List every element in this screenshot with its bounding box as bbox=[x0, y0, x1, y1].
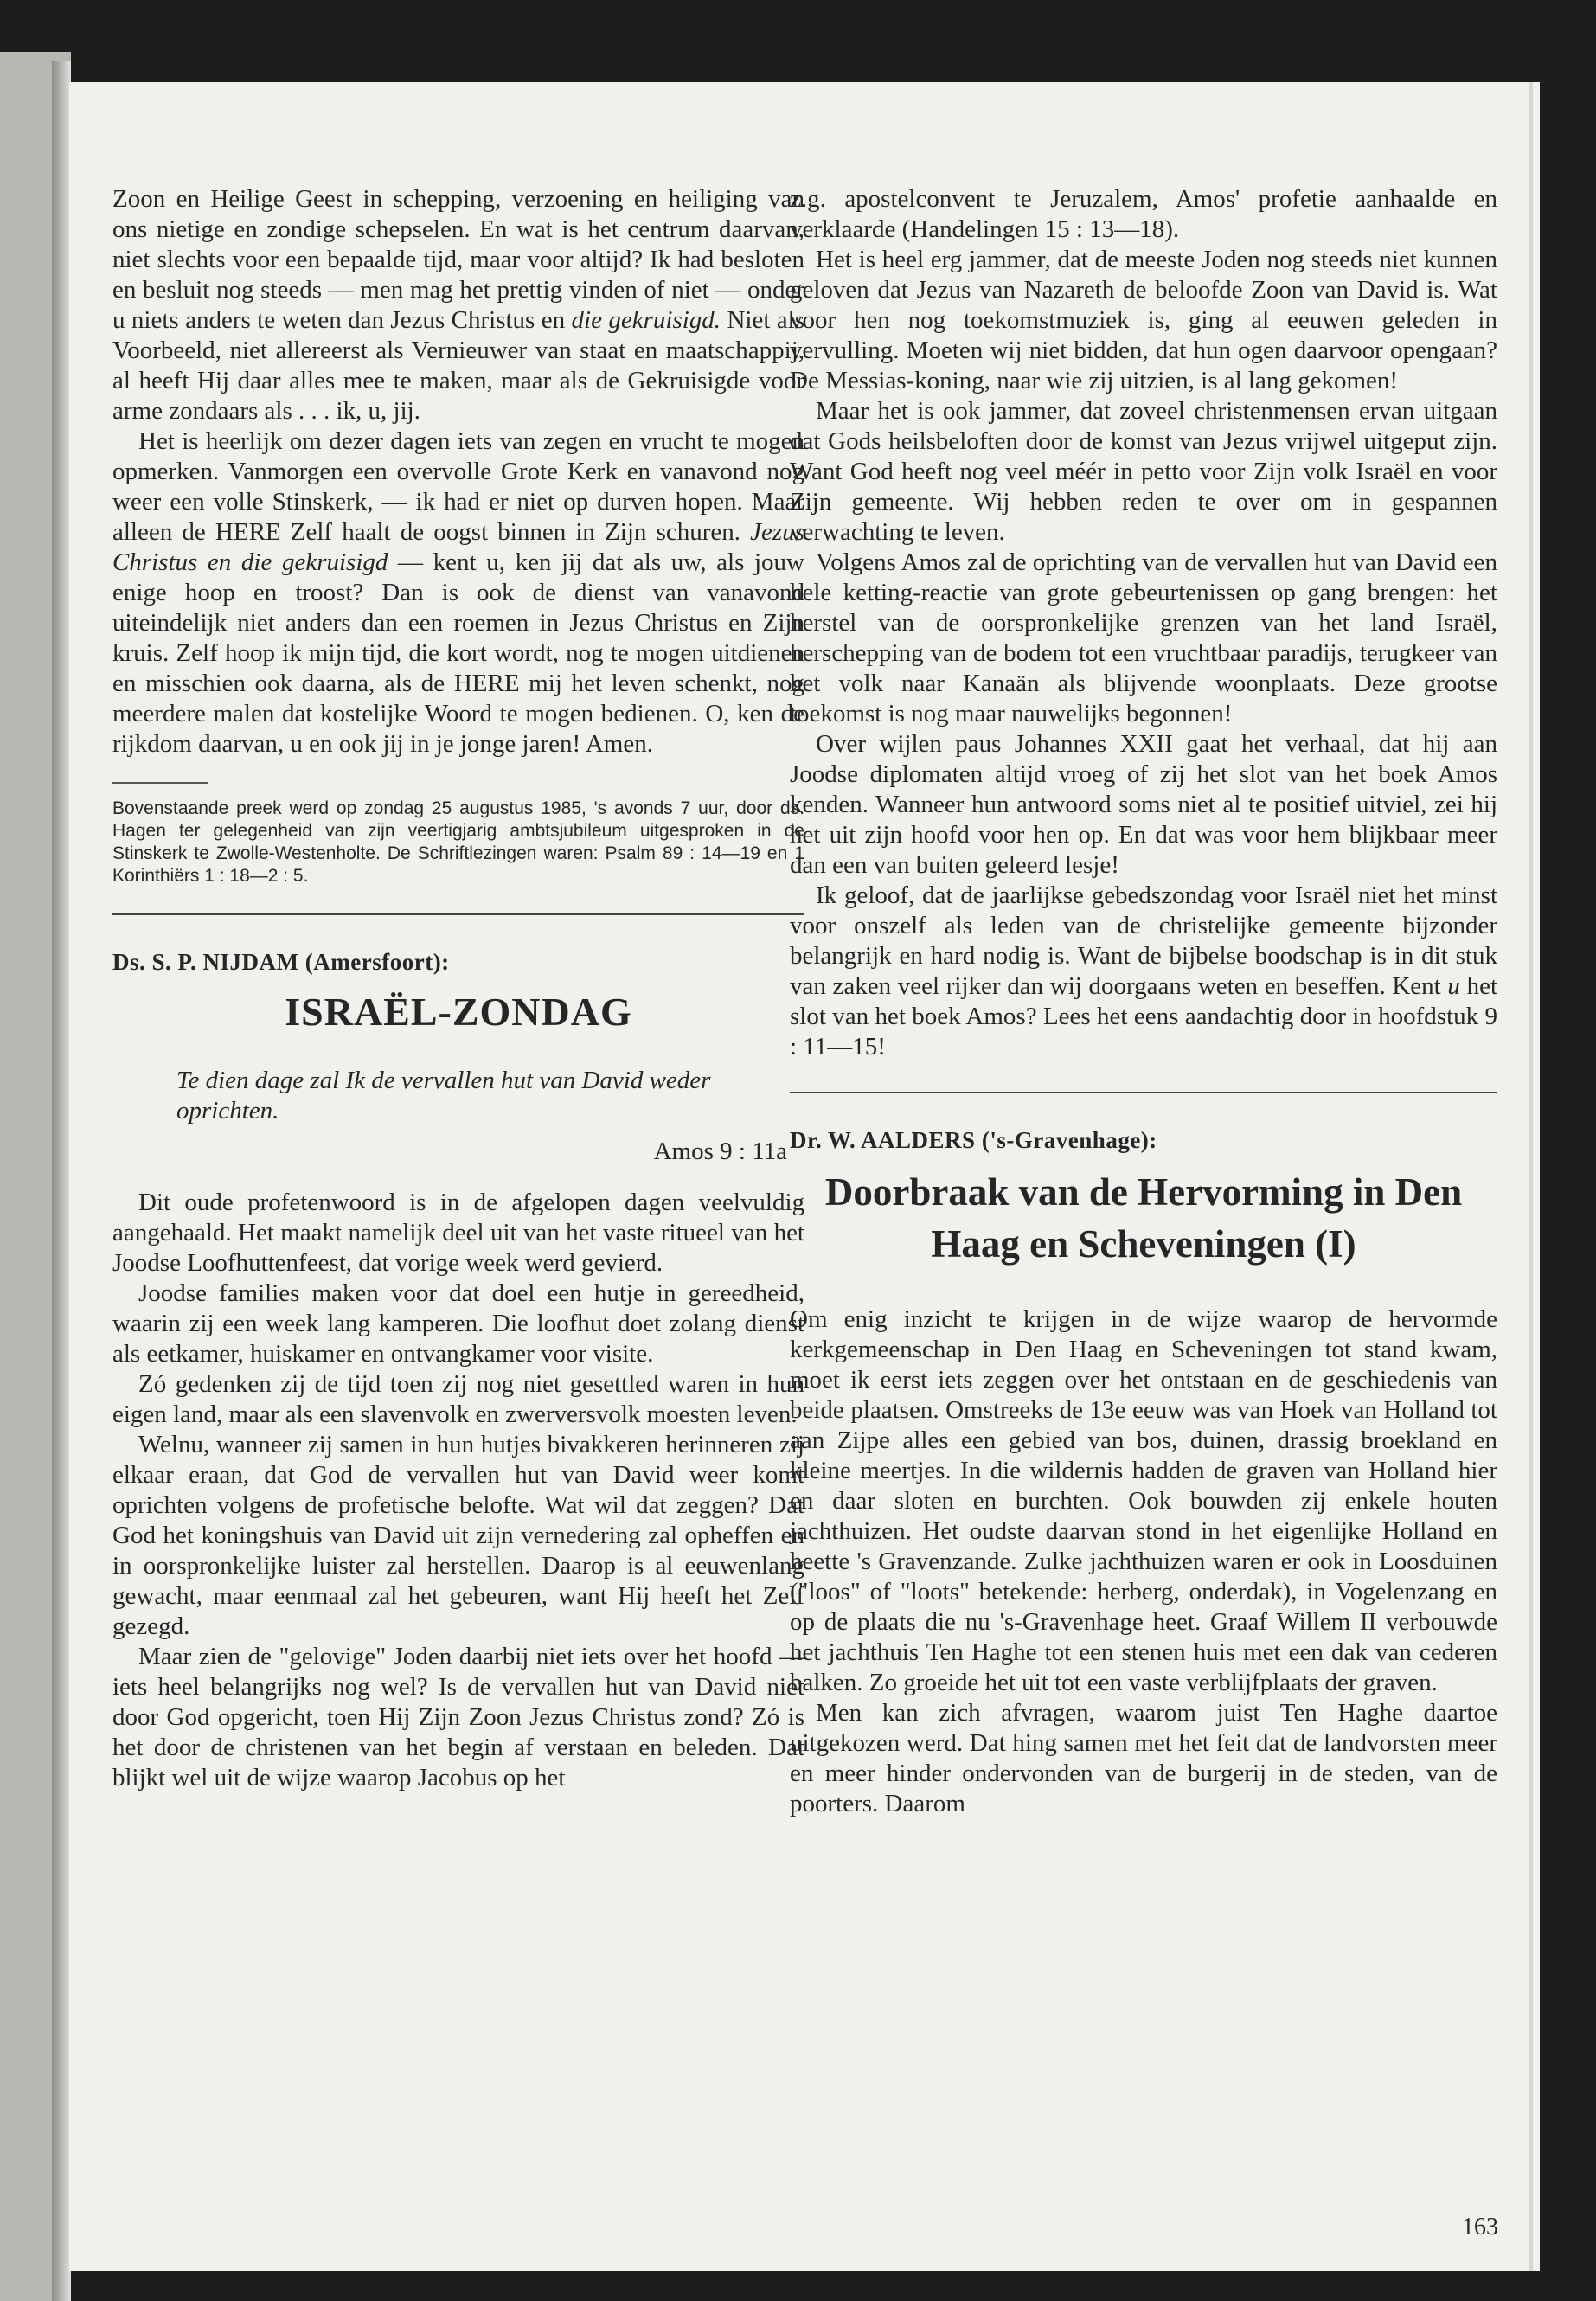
section-divider bbox=[790, 1092, 1497, 1093]
article-paragraph: Het is heel erg jammer, dat de meeste Joden nog steeds niet kunnen geloven dat Jezus van Nazareth de beloofde Zoon van David is. Wat voor hen nog toekomstmuziek is, ging al eeuwen geleden in vervulling. Moeten wij niet bidden, dat hun ogen daarvoor opengaan? De Messias-koning, naar wie zij uitzien, is al lang gekomen! bbox=[790, 246, 1497, 394]
article-paragraph: Om enig inzicht te krijgen in de wijze waarop de hervormde kerkgemeenschap in Den Haag en Scheveningen tot stand kwam, moet ik eerst iets zeggen over het ontstaan en de geschiedenis van beide plaatsen. Omstreeks de 13e eeuw was van Hoek van Holland tot aan Zijpe alles een gebied van bos, duinen, drassig broekland en kleine meertjes. In die wildernis hadden de graven van Holland hier en daar sloten en burchten. Ook bouwden zij enkele houten jachthuizen. Het oudste daarvan stond in het eigenlijke Holland en heette 's Gravenzande. Zulke jachthuizen waren er ook in Loosduinen ("loos" of "loots" betekende: herberg, onderdak), in Vogelenzang en op de plaats die nu 's-Gravenhage heet. Graaf Willem II verbouwde het jachthuis Ten Haghe tot een stenen huis met een dak van cederen balken. Zo groeide het uit tot een vaste verblijfplaats der graven. bbox=[790, 1305, 1497, 1696]
left-column bbox=[112, 184, 804, 1793]
scripture-reference: Amos 9 : 11a bbox=[653, 1138, 787, 1165]
article-byline: Dr. W. AALDERS ('s-Gravenhage): bbox=[790, 1127, 1157, 1153]
sermon-paragraph: Het is heerlijk om dezer dagen iets van zegen en vrucht te mogen opmerken. Vanmorgen een overvolle Grote Kerk en vanavond nog weer een volle Stinskerk, — ik had er niet op durven hopen. Maar alleen de HERE Zelf haalt de oogst binnen in Zijn schuren. Jezus Christus en die gekruisigd — kent u, ken jij dat als uw, als jouw enige hoop en troost? Dan is ook de dienst van vanavond uiteindelijk niet anders dan een roemen in Jezus Christus en Zijn kruis. Zelf hoop ik mijn tijd, die kort wordt, nog te mogen uitdienen en misschien ook daarna, als de HERE mij het leven schenkt, nog meerdere malen dat kostelijke Woord te mogen bedienen. O, ken de rijkdom daarvan, u en ook jij in je jonge jaren! Amen. bbox=[112, 427, 804, 758]
article-paragraph: Volgens Amos zal de oprichting van de vervallen hut van David een hele ketting-reactie van grote gebeurtenissen op gang brengen: het herstel van de oorspronkelijke grenzen van het land Israël, herschepping van de bodem tot een vruchtbaar paradijs, terugkeer van het volk naar Kanaän als blijvende woonplaats. Deze grootse toekomst is nog maar nauwelijks begonnen! bbox=[790, 548, 1497, 727]
article-paragraph: Welnu, wanneer zij samen in hun hutjes bivakkeren herinneren zij elkaar eraan, dat God de vervallen hut van David weer komt oprichten volgens de profetische belofte. Wat wil dat zeggen? Dat God het koningshuis van David uit zijn vernedering zal opheffen en in oorspronkelijke luister zal herstellen. Daarop is al eeuwenlang gewacht, maar eenmaal zal het gebeuren, want Hij heeft het Zelf gezegd. bbox=[112, 1431, 804, 1640]
article-paragraph: Over wijlen paus Johannes XXII gaat het verhaal, dat hij aan Joodse diplomaten altijd vroeg of zij het slot van het boek Amos kenden. Wanneer hun antwoord soms niet al te positief uitviel, zei hij het uit zijn hoofd voor hen op. En dat was voor hem blijkbaar meer dan een van buiten geleerd lesje! bbox=[790, 730, 1497, 879]
article-paragraph: Dit oude profetenwoord is in de afgelopen dagen veelvuldig aangehaald. Het maakt namelijk deel uit van het vaste ritueel van het Joodse Loofhuttenfeest, dat vorige week werd gevierd. bbox=[112, 1189, 804, 1277]
article-paragraph: Zó gedenken zij de tijd toen zij nog niet gesettled waren in hun eigen land, maar als een slavenvolk en zwerversvolk moesten leven. bbox=[112, 1370, 804, 1428]
sermon-paragraph: Zoon en Heilige Geest in schepping, verzoening en heiliging van ons nietige en zondige schepselen. En wat is het centrum daarvan, niet slechts voor een bepaalde tijd, maar voor altijd? Ik had besloten en besluit nog steeds — men mag het prettig vinden of niet — onder u niets anders te weten dan Jezus Christus en die gekruisigd. Niet als Voorbeeld, niet allereerst als Vernieuwer van staat en maatschappij, al heeft Hij daar alles mee te maken, maar als de Gekruisigde voor arme zondaars als . . . ik, u, jij. bbox=[112, 185, 804, 425]
article-paragraph: Ik geloof, dat de jaarlijkse gebedszondag voor Israël niet het minst voor onszelf als leden van de christelijke gemeente bijzonder belangrijk en hard nodig is. Want de bijbelse boodschap is in dit stuk van zaken veel rijker dan wij doorgaans weten en beseffen. Kent u het slot van het boek Amos? Lees het eens aandachtig door in hoofdstuk 9 : 11—15! bbox=[790, 881, 1497, 1061]
article-title bbox=[790, 1166, 1497, 1270]
section-divider bbox=[112, 913, 804, 915]
spine-edge bbox=[52, 61, 71, 2301]
right-column bbox=[790, 184, 1497, 1819]
footnote: Bovenstaande preek werd op zondag 25 augustus 1985, 's avonds 7 uur, door ds. Hagen ter gelegenheid van zijn veertigjarig ambtsjubileum uitgesproken in de Stinskerk te Zwolle-Westenholte. De Schriftlezingen waren: Psalm 89 : 14—19 en 1 Korinthiërs 1 : 18—2 : 5. bbox=[112, 798, 804, 886]
article-paragraph: Maar het is ook jammer, dat zoveel christenmensen ervan uitgaan dat Gods heilsbeloften door de komst van Jezus vrijwel uitgeput zijn. Want God heeft nog veel méér in petto voor Zijn volk Israël en voor Zijn gemeente. Wij hebben reden te over om in gespannen verwachting te leven. bbox=[790, 397, 1497, 546]
article-title: ISRAËL-ZONDAG bbox=[285, 990, 632, 1034]
article-title-line-1: Doorbraak van de Hervorming in Den bbox=[824, 1170, 1463, 1214]
page-edge bbox=[1529, 82, 1533, 2271]
article-paragraph: Maar zien de "gelovige" Joden daarbij niet iets over het hoofd — iets heel belangrijks nog wel? Is de vervallen hut van David niet door God opgericht, toen Hij Zijn Zoon Jezus Christus zond? Zó is het door de christenen van het begin af verstaan en beleden. Dat blijkt wel uit de wijze waarop Jacobus op het bbox=[112, 1643, 804, 1791]
page-number: 163 bbox=[1462, 2214, 1498, 2240]
scripture-motto: Te dien dage zal Ik de vervallen hut van David weder oprichten. bbox=[176, 1067, 711, 1125]
article-paragraph: z.g. apostelconvent te Jeruzalem, Amos' profetie aanhaalde en verklaarde (Handelingen 15 : 13—18). bbox=[790, 185, 1497, 243]
article-paragraph: Men kan zich afvragen, waarom juist Ten Haghe daartoe uitgekozen werd. Dat hing samen met het feit dat de landvorsten meer en meer hinder ondervonden van de burgerij in de steden, van de poorters. Daarom bbox=[790, 1699, 1497, 1817]
magazine-page bbox=[69, 82, 1540, 2271]
article-paragraph: Joodse families maken voor dat doel een hutje in gereedheid, waarin zij een week lang kamperen. Die loofhut doet zolang dienst als eetkamer, huiskamer en ontvangkamer voor visite. bbox=[112, 1279, 804, 1368]
article-title-line-2: Haag en Scheveningen (I) bbox=[931, 1222, 1356, 1266]
article-byline: Ds. S. P. NIJDAM (Amersfoort): bbox=[112, 949, 450, 975]
footnote-divider bbox=[112, 782, 208, 784]
